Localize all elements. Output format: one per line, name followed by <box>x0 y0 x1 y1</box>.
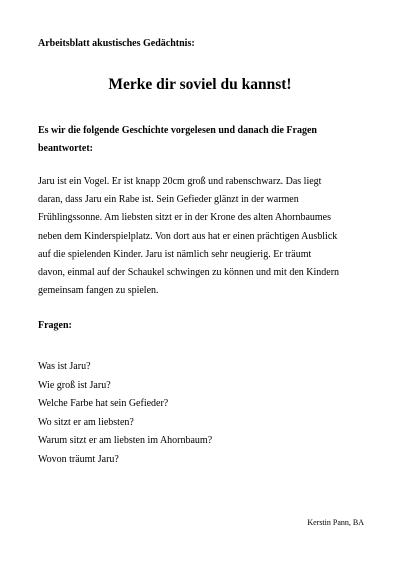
question-item: Welche Farbe hat sein Gefieder? <box>38 398 169 409</box>
story-line: Jaru ist ein Vogel. Er ist knapp 20cm groß und rabenschwarz. Das liegt <box>38 176 322 187</box>
story-line: gemeinsam fangen zu spielen. <box>38 285 159 297</box>
story-text <box>38 173 378 300</box>
story-line: neben dem Kinderspielplatz. Von dort aus hat er einen prächtigen Ausblick <box>38 230 338 242</box>
story-line: Frühlingssonne. Am liebsten sitzt er in der Krone des alten Ahornbaumes <box>38 212 332 224</box>
question-item: Wo sitzt er am liebsten? <box>38 416 134 428</box>
questions-list <box>38 358 212 469</box>
story-line: davon, einmal auf der Schaukel schwingen zu können und mit den Kindern <box>38 267 340 279</box>
instruction-line: beantwortet: <box>38 143 93 154</box>
page-title: Merke dir soviel du kannst! <box>108 76 292 93</box>
question-item: Wovon träumt Jaru? <box>38 453 119 465</box>
question-item: Was ist Jaru? <box>38 361 91 372</box>
worksheet-label: Arbeitsblatt akustisches Gedächtnis: <box>38 38 195 49</box>
instruction-line: Es wir die folgende Geschichte vorgelesen und danach die Fragen <box>38 125 317 136</box>
instruction-text <box>38 122 378 158</box>
question-item: Wie groß ist Jaru? <box>38 379 111 391</box>
question-item: Warum sitzt er am liebsten im Ahornbaum? <box>38 435 213 446</box>
story-line: auf die spielenden Kinder. Jaru ist nämlich sehr neugierig. Er träumt <box>38 248 312 260</box>
story-line: daran, dass Jaru ein Rabe ist. Sein Gefieder glänzt in der warmen <box>38 194 299 206</box>
questions-heading: Fragen: <box>38 320 72 331</box>
author-credit: Kerstin Pann, BA <box>307 518 364 527</box>
